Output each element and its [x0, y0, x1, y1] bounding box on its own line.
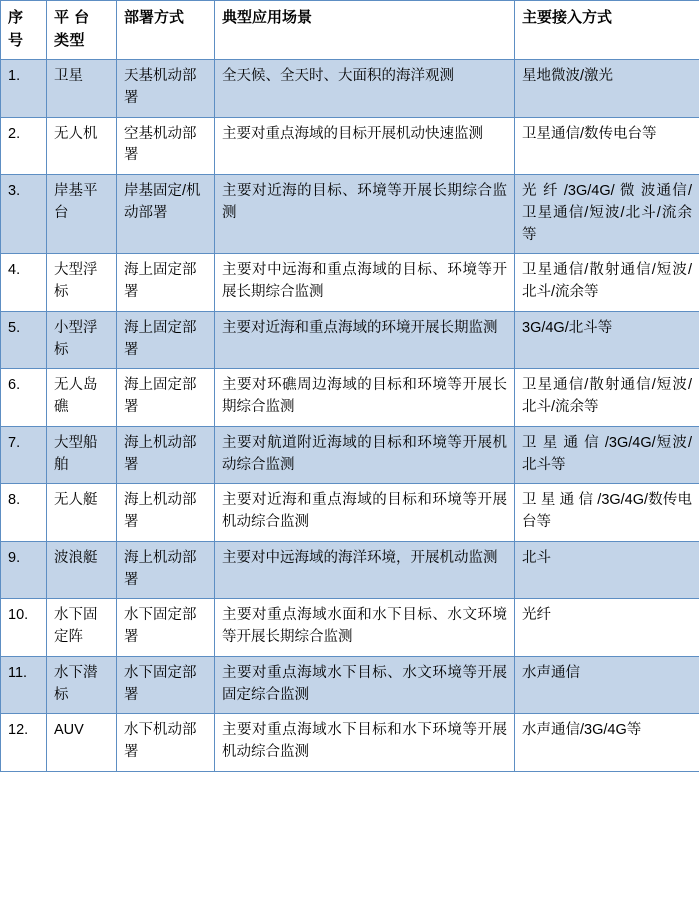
cell-index: 3. [1, 175, 47, 254]
cell-access: 星地微波/激光 [515, 60, 699, 118]
cell-deploy: 水下固定部署 [117, 656, 215, 714]
column-header-scenario: 典型应用场景 [215, 1, 515, 60]
cell-access: 水声通信 [515, 656, 699, 714]
cell-index: 2. [1, 117, 47, 175]
cell-access: 水声通信/3G/4G等 [515, 714, 699, 772]
cell-deploy: 海上固定部署 [117, 311, 215, 369]
cell-platform: 水下潜标 [47, 656, 117, 714]
cell-platform: 卫星 [47, 60, 117, 118]
cell-platform: 岸基平台 [47, 175, 117, 254]
cell-access: 3G/4G/北斗等 [515, 311, 699, 369]
table-row [1, 426, 699, 484]
cell-platform: AUV [47, 714, 117, 772]
cell-access: 光 纤 /3G/4G/ 微 波通信/卫星通信/短波/北斗/流余等 [515, 175, 699, 254]
cell-access: 卫星通信/散射通信/短波/北斗/流余等 [515, 254, 699, 312]
table-row [1, 484, 699, 542]
table-body [1, 60, 699, 772]
cell-deploy: 海上机动部署 [117, 426, 215, 484]
table-row [1, 714, 699, 772]
table-row [1, 117, 699, 175]
cell-deploy: 海上机动部署 [117, 484, 215, 542]
cell-deploy: 水下机动部署 [117, 714, 215, 772]
cell-access: 光纤 [515, 599, 699, 657]
cell-scenario: 主要对近海和重点海域的目标和环境等开展机动综合监测 [215, 484, 515, 542]
column-header-access: 主要接入方式 [515, 1, 699, 60]
cell-deploy: 岸基固定/机动部署 [117, 175, 215, 254]
cell-index: 10. [1, 599, 47, 657]
table-row [1, 541, 699, 599]
table-row [1, 599, 699, 657]
cell-deploy: 海上机动部署 [117, 541, 215, 599]
table-row [1, 656, 699, 714]
cell-deploy: 海上固定部署 [117, 369, 215, 427]
cell-platform: 小型浮标 [47, 311, 117, 369]
cell-access: 卫 星 通 信 /3G/4G/短波/北斗等 [515, 426, 699, 484]
cell-index: 9. [1, 541, 47, 599]
column-header-deploy: 部署方式 [117, 1, 215, 60]
cell-scenario: 主要对重点海域水下目标和水下环境等开展机动综合监测 [215, 714, 515, 772]
header-row [1, 1, 699, 60]
cell-scenario: 全天候、全天时、大面积的海洋观测 [215, 60, 515, 118]
table-row [1, 311, 699, 369]
cell-index: 11. [1, 656, 47, 714]
cell-scenario: 主要对近海和重点海域的环境开展长期监测 [215, 311, 515, 369]
cell-index: 12. [1, 714, 47, 772]
cell-index: 5. [1, 311, 47, 369]
cell-platform: 水下固定阵 [47, 599, 117, 657]
cell-scenario: 主要对中远海域的海洋环境，开展机动监测 [215, 541, 515, 599]
cell-scenario: 主要对重点海域的目标开展机动快速监测 [215, 117, 515, 175]
cell-access: 卫星通信/散射通信/短波/北斗/流余等 [515, 369, 699, 427]
cell-scenario: 主要对重点海域水面和水下目标、水文环境等开展长期综合监测 [215, 599, 515, 657]
cell-access: 卫 星 通 信 /3G/4G/数传电台等 [515, 484, 699, 542]
cell-platform: 大型浮标 [47, 254, 117, 312]
cell-deploy: 天基机动部署 [117, 60, 215, 118]
cell-index: 6. [1, 369, 47, 427]
cell-index: 1. [1, 60, 47, 118]
column-header-index: 序 号 [1, 1, 47, 60]
cell-access: 北斗 [515, 541, 699, 599]
cell-scenario: 主要对航道附近海域的目标和环境等开展机动综合监测 [215, 426, 515, 484]
cell-platform: 波浪艇 [47, 541, 117, 599]
table-row [1, 369, 699, 427]
cell-scenario: 主要对近海的目标、环境等开展长期综合监测 [215, 175, 515, 254]
cell-scenario: 主要对重点海域水下目标、水文环境等开展固定综合监测 [215, 656, 515, 714]
cell-platform: 无人机 [47, 117, 117, 175]
cell-scenario: 主要对中远海和重点海域的目标、环境等开展长期综合监测 [215, 254, 515, 312]
cell-platform: 大型船舶 [47, 426, 117, 484]
cell-deploy: 空基机动部署 [117, 117, 215, 175]
table-header [1, 1, 699, 60]
cell-deploy: 水下固定部署 [117, 599, 215, 657]
cell-index: 7. [1, 426, 47, 484]
cell-access: 卫星通信/数传电台等 [515, 117, 699, 175]
table-row [1, 60, 699, 118]
cell-platform: 无人艇 [47, 484, 117, 542]
column-header-platform: 平 台 类型 [47, 1, 117, 60]
table-row [1, 254, 699, 312]
cell-platform: 无人岛礁 [47, 369, 117, 427]
cell-index: 4. [1, 254, 47, 312]
cell-scenario: 主要对环礁周边海域的目标和环境等开展长期综合监测 [215, 369, 515, 427]
table-row [1, 175, 699, 254]
cell-deploy: 海上固定部署 [117, 254, 215, 312]
cell-index: 8. [1, 484, 47, 542]
